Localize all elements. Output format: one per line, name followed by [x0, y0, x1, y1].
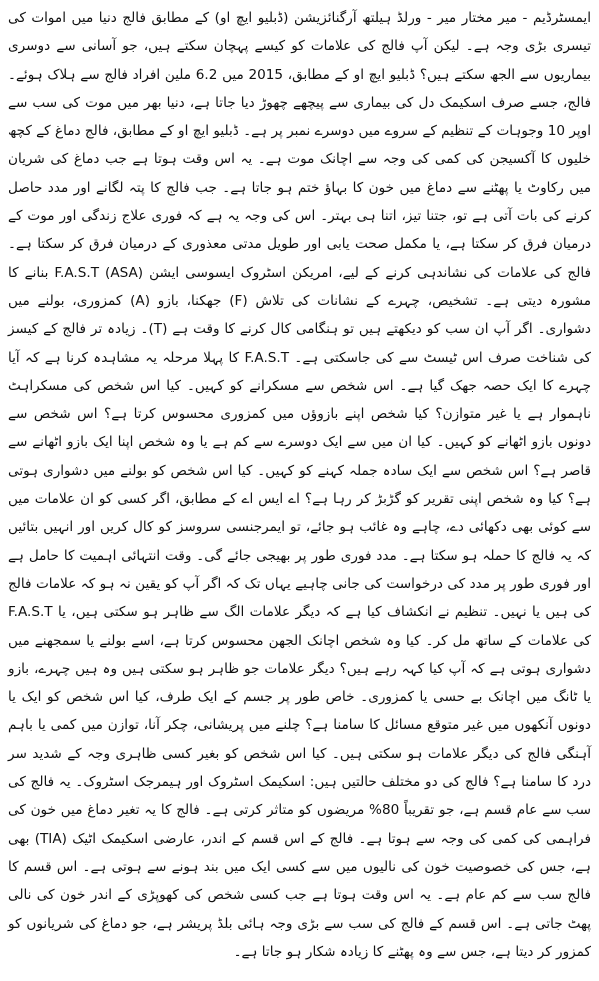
article-paragraph: ایمسٹرڈیم - میر مختار میر - ورلڈ ہیلتھ آرگنائزیشن (ڈبلیو ایچ او) کے مطابق فالج دنیا میں اموات کی تیسری بڑی وجہ ہے۔ لیکن آپ فالج کی علامات کو کیسے پہچان سکتے ہیں، جو آسانی سے دوسری بیماریوں سے الجھ سکتے ہیں؟ ڈبلیو ایچ او کے مطابق، 2015 میں 6.2 ملین افراد فالج سے ہلاک ہوئے۔ فالج، جسے صرف اسکیمک دل کی بیماری سے پیچھے چھوڑ دیا جاتا ہے، دنیا بھر میں موت کی سب سے اوپر 10 وجوہات کے تنظیم کے سروے میں دوسرے نمبر پر ہے۔ ڈبلیو ایچ او کے مطابق، فالج دماغ کے کچھ خلیوں کا آکسیجن کی کمی کی وجہ سے اچانک موت ہے۔ یہ اس وقت ہوتا ہے جب دماغ کی شریان میں رکاوٹ یا پھٹنے سے دماغ میں خون کا بہاؤ ختم ہو جاتا ہے۔ جب فالج کا پتہ لگانے اور مدد حاصل کرنے کی بات آتی ہے تو، جتنا تیز، اتنا ہی بہتر۔ اس کی وجہ یہ ہے کہ فوری علاج زندگی اور موت کے درمیان فرق کر سکتا ہے، یا مکمل صحت یابی اور طویل مدتی معذوری کے درمیان فرق کر سکتا ہے۔ فالج کی علامات کی نشاندہی کرنے کے لیے، امریکن اسٹروک ایسوسی ایشن (ASA) F.A.S.T بنانے کا مشورہ دیتی ہے۔ تشخیص، چہرے کے نشانات کی تلاش (F) جھکنا، بازو (A) کمزوری، بولنے میں دشواری۔ اگر آپ ان سب کو دیکھتے ہیں تو ہنگامی کال کرنے کا وقت ہے (T)۔ زیادہ تر فالج کے کیسز کی شناخت صرف اس ٹیسٹ سے کی جاسکتی ہے۔ F.A.S.T کا پہلا مرحلہ یہ مشاہدہ کرنا ہے کہ آیا چہرے کا ایک حصہ جھک گیا ہے۔ اس شخص سے مسکرانے کو کہیں۔ کیا اس شخص کی مسکراہٹ ناہموار ہے یا غیر متوازن؟ کیا شخص اپنے بازوؤں میں کمزوری محسوس کرتا ہے؟ اس شخص سے دونوں بازو اٹھانے کو کہیں۔ کیا ان میں سے ایک دوسرے سے کم ہے یا وہ شخص اپنا ایک بازو اٹھانے سے قاصر ہے؟ اس شخص سے ایک سادہ جملہ کہنے کو کہیں۔ کیا اس شخص کو بولنے میں دشواری ہوتی ہے؟ کیا وہ شخص اپنی تقریر کو گڑبڑ کر رہا ہے؟ اے ایس اے کے مطابق، اگر کسی کو ان علامات میں سے کوئی بھی دکھائی دے، چاہے وہ غائب ہو جائے، تو ایمرجنسی سروسز کو کال کریں اور انہیں بتائیں کہ یہ فالج کا حملہ ہو سکتا ہے۔ مدد فوری طور پر بھیجی جائے گی۔ وقت انتہائی اہمیت کا حامل ہے اور فوری طور پر مدد کی درخواست کی جانی چاہیے یہاں تک کہ اگر آپ کو یقین نہ ہو کہ علامات فالج کی ہیں یا نہیں۔ تنظیم نے انکشاف کیا ہے کہ دیگر علامات الگ سے ظاہر ہو سکتی ہیں، یا F.A.S.T کی علامات کے ساتھ مل کر۔ کیا وہ شخص اچانک الجھن محسوس کرتا ہے، اسے بولنے یا سمجھنے میں دشواری ہوتی ہے کہ آپ کیا کہہ رہے ہیں؟ دیگر علامات جو ظاہر ہو سکتی ہیں وہ ہیں چہرے، بازو یا ٹانگ میں اچانک بے حسی یا کمزوری۔ خاص طور پر جسم کے ایک طرف، کیا اس شخص کو ایک یا دونوں آنکھوں میں غیر متوقع مسائل کا سامنا ہے؟ چلنے میں پریشانی، چکر آنا، توازن میں کمی یا باہم آہنگی فالج کی دیگر علامات ہو سکتی ہیں۔ کیا اس شخص کو بغیر کسی ظاہری وجہ کے شدید سر درد کا سامنا ہے؟ فالج کی دو مختلف حالتیں ہیں: اسکیمک اسٹروک اور ہیمرجک اسٹروک۔ یہ فالج کی سب سے عام قسم ہے، جو تقریباً 80% مریضوں کو متاثر کرتی ہے۔ فالج کا یہ تغیر دماغ میں خون کی فراہمی کی کمی کی وجہ سے ہوتا ہے۔ فالج کے اس قسم کے اندر، عارضی اسکیمک اٹیک (TIA) بھی ہے، جس کی خصوصیت خون کی نالیوں میں سے کسی ایک میں بند ہونے سے ہوتی ہے۔ اس قسم کا فالج سب سے کم عام ہے۔ یہ اس وقت ہوتا ہے جب کسی شخص کی کھوپڑی کے اندر خون کی نالی پھٹ جاتی ہے۔ اس قسم کے فالج کی سب سے بڑی وجہ ہائی بلڈ پریشر ہے، جو دماغ کی شریانوں کو کمزور کر دیتا ہے، جس سے وہ پھٹنے کا زیادہ شکار ہو جاتا ہے۔ [8, 10, 592, 960]
